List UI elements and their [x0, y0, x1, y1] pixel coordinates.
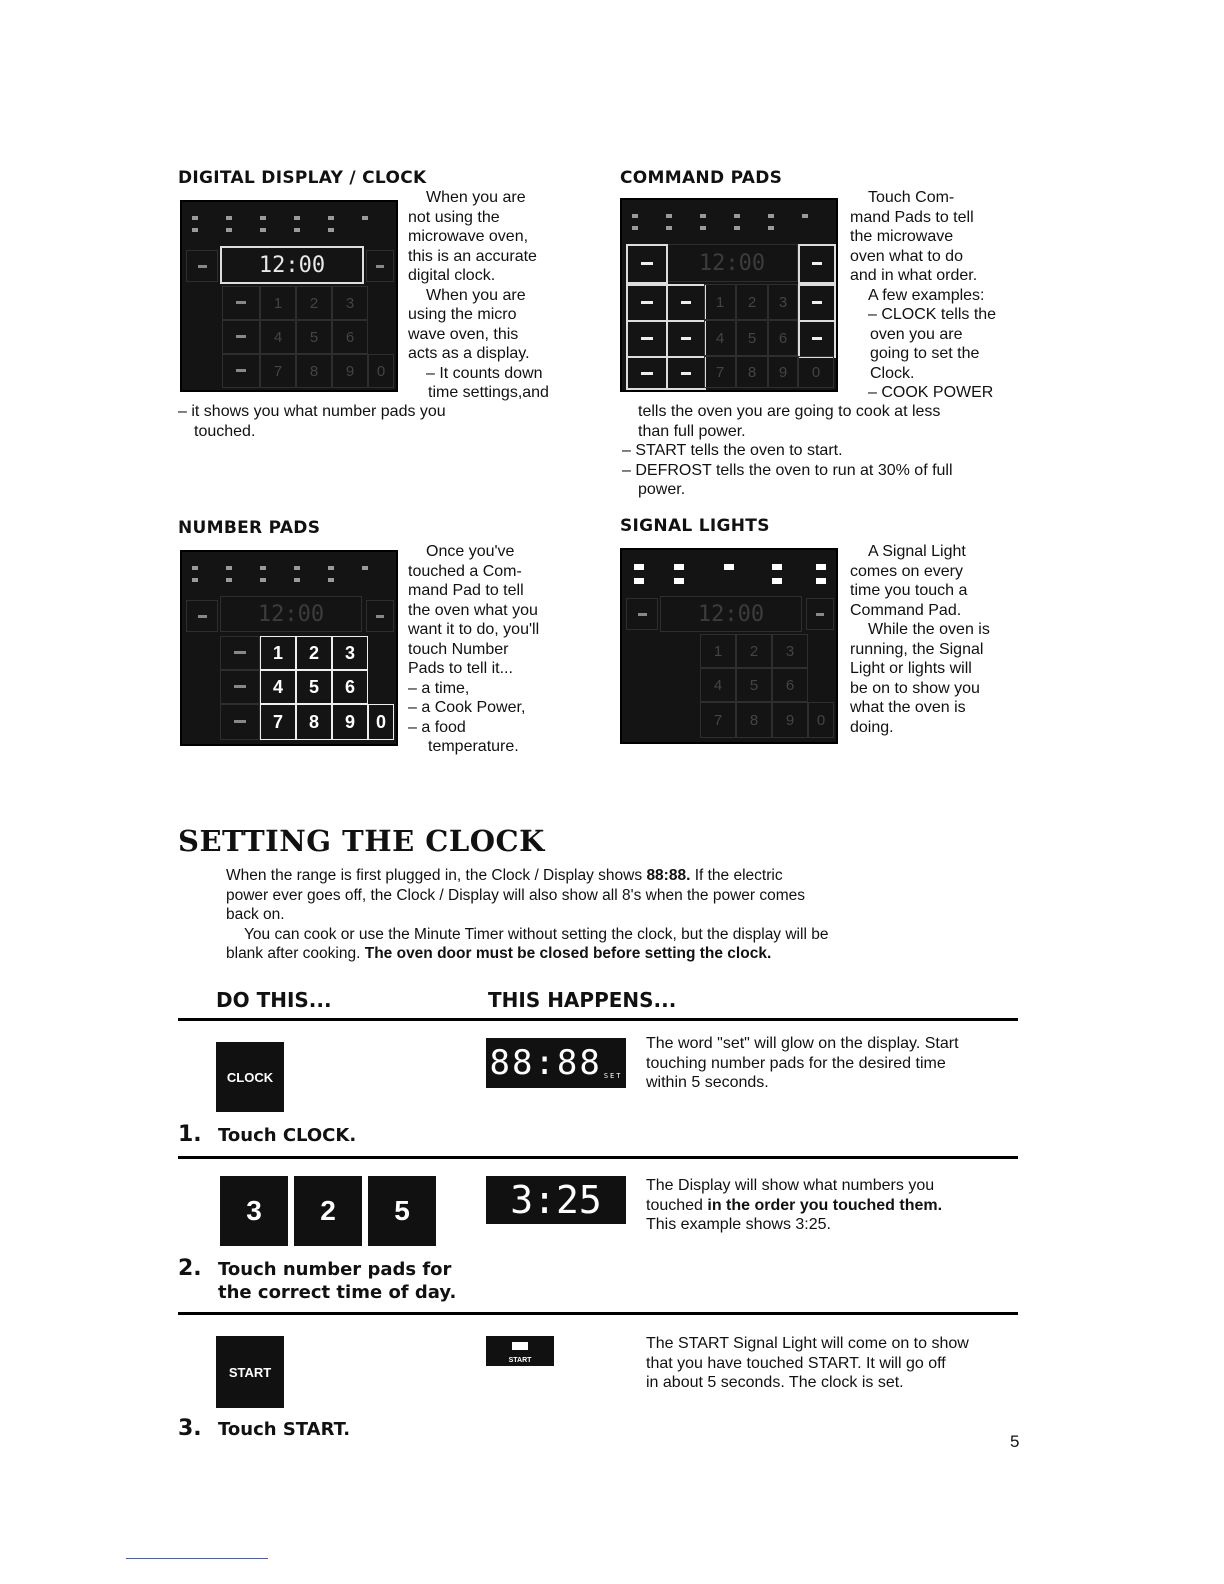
divider [178, 1312, 1018, 1315]
number-pads-image: 12:00 1 2 3 4 5 6 7 8 9 0 [180, 550, 398, 746]
display-keypad-image: 12:00 1 2 3 4 5 6 7 8 9 0 [180, 200, 398, 392]
command-pads-bottom-text: tells the oven you are going to cook at less than full power. – START tells the oven to start. – DEFROST tells the oven to run at 30% of full power. [622, 403, 953, 498]
number-pads-heading: NUMBER PADS [178, 518, 321, 538]
command-pads-side-text: Touch Com- mand Pads to tell the microwave oven what to do and in what order. A few examples: – CLOCK tells the oven you are going to set the Clock. – COOK POWER [850, 189, 997, 401]
digital-display-heading: DIGITAL DISPLAY / CLOCK [178, 168, 427, 188]
digital-display-side-text: When you are not using the microwave oven, this is an accurate digital clock. When you are using the micro wave oven, this acts as a display. – It counts down time settings,and [408, 189, 549, 401]
number-pad-3[interactable]: 3 [220, 1176, 288, 1246]
signal-lights-image: 12:00 1 2 3 4 5 6 7 8 9 0 [620, 548, 838, 744]
step-2-result: The Display will show what numbers you touched in the order you touched them. This example shows 3:25. [646, 1177, 943, 1233]
step-1-number: 1. [178, 1122, 202, 1147]
display-3-25: 3:25 [486, 1176, 626, 1224]
step-3-result: The START Signal Light will come on to show that you have touched START. It will go off in about 5 seconds. The clock is set. [646, 1335, 969, 1391]
col-this-happens: THIS HAPPENS... [488, 988, 677, 1012]
step-1-action: Touch CLOCK. [218, 1125, 357, 1146]
signal-lights-heading: SIGNAL LIGHTS [620, 516, 770, 536]
step-3-action: Touch START. [218, 1419, 351, 1440]
number-pad-2[interactable]: 2 [294, 1176, 362, 1246]
step-2-number: 2. [178, 1256, 202, 1281]
start-signal-light: START [486, 1336, 554, 1366]
clock-display: 12:00 [220, 246, 364, 284]
number-pad-5[interactable]: 5 [368, 1176, 436, 1246]
col-do-this: DO THIS... [216, 988, 332, 1012]
clock-pad-button[interactable]: CLOCK [216, 1042, 284, 1112]
page-number: 5 [1010, 1432, 1020, 1451]
setting-clock-title: SETTING THE CLOCK [178, 824, 545, 858]
digital-display-bottom-text: – it shows you what number pads you touched. [178, 403, 446, 440]
signal-lights-side-text: A Signal Light comes on every time you touch a Command Pad. While the oven is running, the Signal Light or lights will be on to show you what the oven is doing. [850, 543, 990, 736]
footer-rule [126, 1558, 268, 1559]
step-3-number: 3. [178, 1416, 202, 1441]
start-pad-button[interactable]: START [216, 1336, 284, 1408]
step-2-action: Touch number pads for the correct time of day. [218, 1259, 457, 1303]
display-88-88: 88:88 SET [486, 1038, 626, 1088]
number-pads-side-text: Once you've touched a Com- mand Pad to tell the oven what you want it to do, you'll touch Number Pads to tell it... – a time, – a Cook Power, – a food temperature. [408, 543, 540, 755]
setting-clock-intro: When the range is first plugged in, the Clock / Display shows 88:88. If the electric power ever goes off, the Clock / Display will also show all 8's when the power comes back on. You can cook or use the Minute Timer without setting the clock, but the display will be blank after cooking. The oven door must be closed before setting the clock. [226, 867, 829, 962]
command-pads-heading: COMMAND PADS [620, 168, 783, 188]
step-1-result: The word "set" will glow on the display. Start touching number pads for the desired time within 5 seconds. [646, 1035, 959, 1091]
command-pads-image: 12:00 1 2 3 4 5 6 7 8 9 0 [620, 198, 838, 392]
signal-light-icon [512, 1342, 528, 1350]
divider [178, 1156, 1018, 1159]
divider [178, 1018, 1018, 1021]
